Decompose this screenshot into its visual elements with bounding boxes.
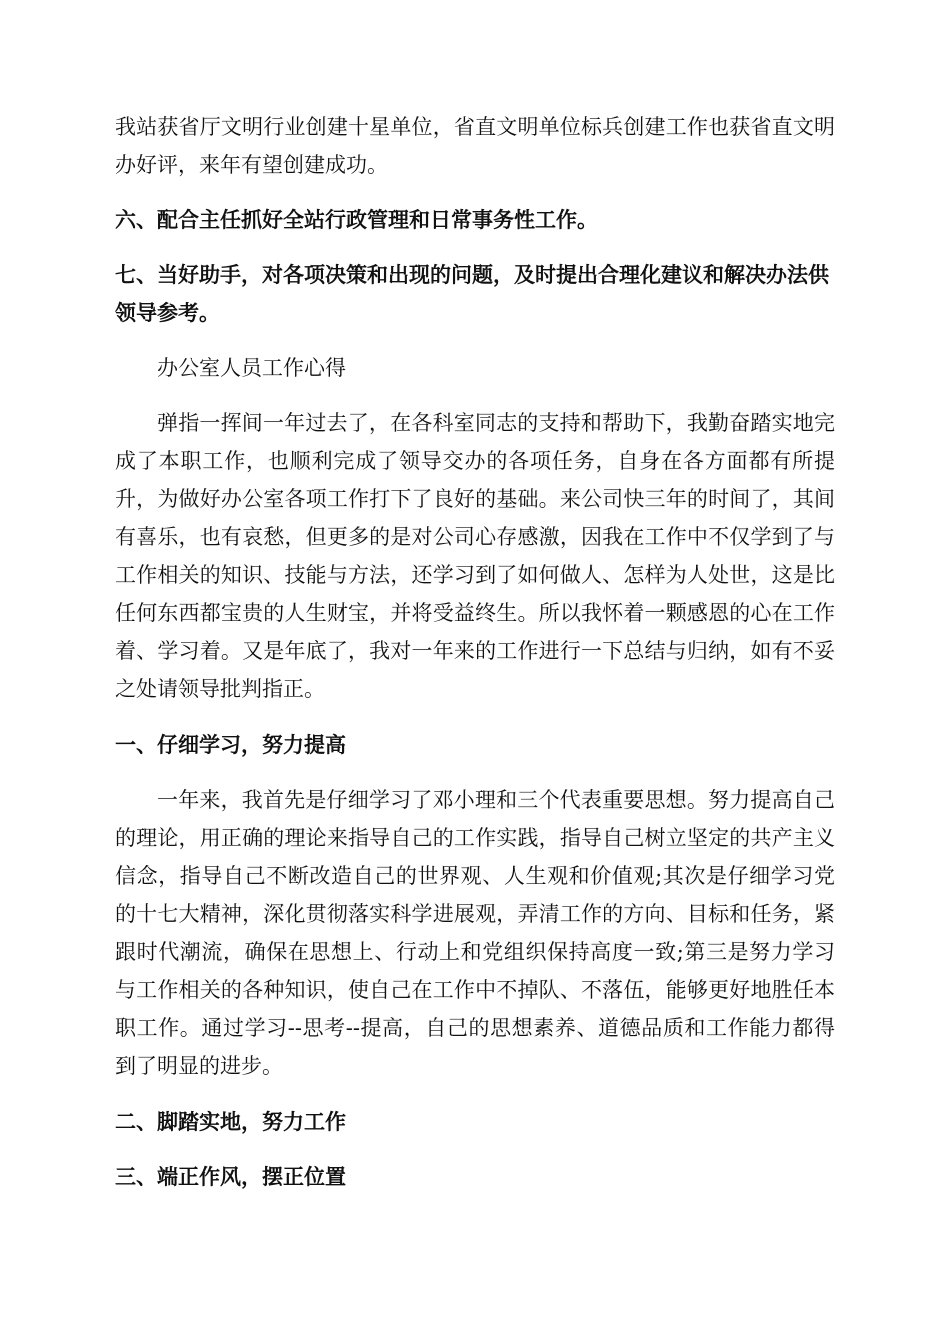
item-six-heading: 六、配合主任抓好全站行政管理和日常事务性工作。: [115, 208, 598, 232]
document-body: [115, 108, 835, 1196]
article-title: 办公室人员工作心得: [157, 356, 346, 380]
intro-paragraph: 我站获省厅文明行业创建十星单位，省直文明单位标兵创建工作也获省直文明办好评，来年有望创建成功。: [115, 115, 835, 177]
section-one-body: 一年来，我首先是仔细学习了邓小理和三个代表重要思想。努力提高自己的理论，用正确的理论来指导自己的工作实践，指导自己树立坚定的共产主义信念，指导自己不断改造自己的世界观、人生观和价值观;其次是仔细学习党的十七大精神，深化贯彻落实科学进展观，弄清工作的方向、目标和任务，紧跟时代潮流，确保在思想上、行动上和党组织保持高度一致;第三是努力学习与工作相关的各种知识，使自己在工作中不掉队、不落伍，能够更好地胜任本职工作。通过学习--思考--提高，自己的思想素养、道德品质和工作能力都得到了明显的进步。: [115, 788, 835, 1078]
opening-paragraph: 弹指一挥间一年过去了，在各科室同志的支持和帮助下，我勤奋踏实地完成了本职工作，也顺利完成了领导交办的各项任务，自身在各方面都有所提升，为做好办公室各项工作打下了良好的基础。来公司快三年的时间了，其间有喜乐，也有哀愁，但更多的是对公司心存感激，因我在工作中不仅学到了与工作相关的知识、技能与方法，还学习到了如何做人、怎样为人处世，这是比任何东西都宝贵的人生财宝，并将受益终生。所以我怀着一颗感恩的心在工作着、学习着。又是年底了，我对一年来的工作进行一下总结与归纳，如有不妥之处请领导批判指正。: [115, 411, 835, 701]
section-one-heading: 一、仔细学习，努力提高: [115, 733, 346, 757]
section-three-heading: 三、端正作风，摆正位置: [115, 1165, 346, 1189]
item-seven-heading: 七、当好助手，对各项决策和出现的问题，及时提出合理化建议和解决办法供领导参考。: [115, 263, 829, 325]
section-two-heading: 二、脚踏实地，努力工作: [115, 1110, 346, 1134]
